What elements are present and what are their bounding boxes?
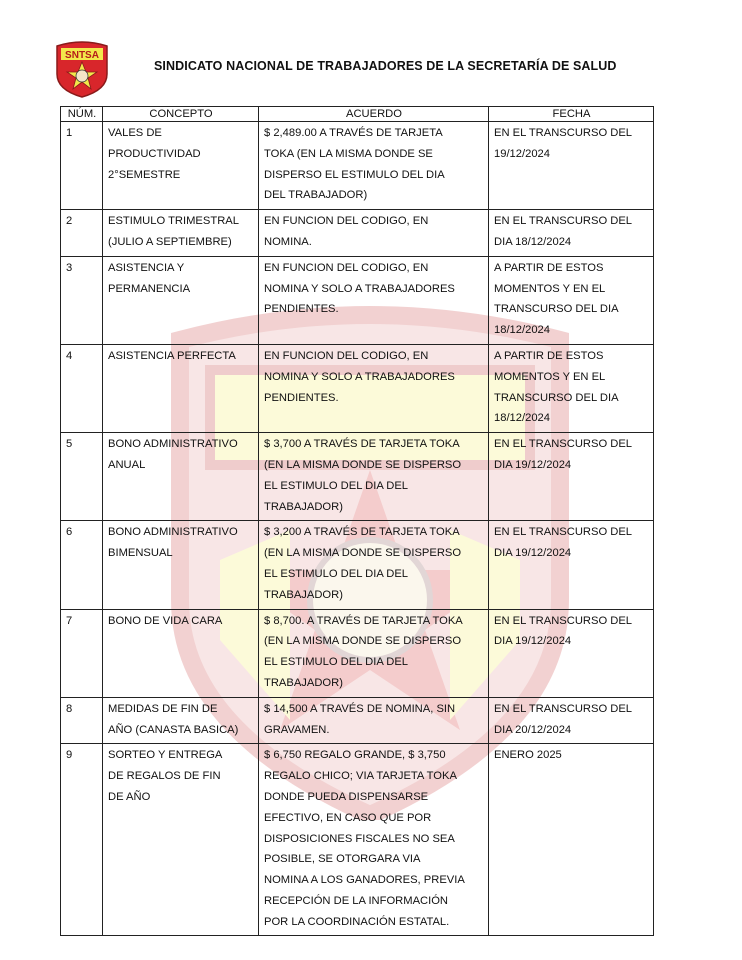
table-row	[61, 433, 654, 521]
table-row	[61, 210, 654, 257]
table-row	[61, 697, 654, 744]
table-row	[61, 122, 654, 210]
row-num: 7	[61, 609, 103, 697]
row-acuerdo: $ 14,500 A TRAVÉS DE NOMINA, SIN GRAVAMEN.	[259, 697, 489, 744]
row-num: 9	[61, 744, 103, 936]
row-num: 1	[61, 122, 103, 210]
row-num: 8	[61, 697, 103, 744]
row-num: 5	[61, 433, 103, 521]
row-num: 4	[61, 344, 103, 432]
header-acuerdo: ACUERDO	[259, 107, 489, 122]
row-concepto: ESTIMULO TRIMESTRAL (JULIO A SEPTIEMBRE)	[103, 210, 259, 257]
row-concepto: BONO ADMINISTRATIVO ANUAL	[103, 433, 259, 521]
page-title: SINDICATO NACIONAL DE TRABAJADORES DE LA SECRETARÍA DE SALUD	[154, 59, 617, 73]
logo-text: SNTSA	[65, 50, 99, 61]
row-fecha: ENERO 2025	[489, 744, 654, 936]
row-acuerdo: $ 3,700 A TRAVÉS DE TARJETA TOKA (EN LA MISMA DONDE SE DISPERSO EL ESTIMULO DEL DIA DEL TRABAJADOR)	[259, 433, 489, 521]
row-fecha: EN EL TRANSCURSO DEL DIA 19/12/2024	[489, 433, 654, 521]
table-row	[61, 744, 654, 936]
row-fecha: A PARTIR DE ESTOS MOMENTOS Y EN EL TRANSCURSO DEL DIA 18/12/2024	[489, 256, 654, 344]
row-fecha: EN EL TRANSCURSO DEL 19/12/2024	[489, 122, 654, 210]
header-concepto: CONCEPTO	[103, 107, 259, 122]
row-concepto: ASISTENCIA PERFECTA	[103, 344, 259, 432]
row-fecha: EN EL TRANSCURSO DEL DIA 20/12/2024	[489, 697, 654, 744]
agreements-table	[60, 106, 654, 936]
row-concepto: ASISTENCIA Y PERMANENCIA	[103, 256, 259, 344]
table-row	[61, 521, 654, 609]
sntsa-logo	[54, 40, 110, 98]
table-header-row	[61, 107, 654, 122]
row-acuerdo: $ 3,200 A TRAVÉS DE TARJETA TOKA (EN LA MISMA DONDE SE DISPERSO EL ESTIMULO DEL DIA DEL TRABAJADOR)	[259, 521, 489, 609]
row-acuerdo: EN FUNCION DEL CODIGO, EN NOMINA Y SOLO A TRABAJADORES PENDIENTES.	[259, 256, 489, 344]
table-row	[61, 609, 654, 697]
row-fecha: EN EL TRANSCURSO DEL DIA 18/12/2024	[489, 210, 654, 257]
row-fecha: EN EL TRANSCURSO DEL DIA 19/12/2024	[489, 609, 654, 697]
row-acuerdo: EN FUNCION DEL CODIGO, EN NOMINA.	[259, 210, 489, 257]
row-concepto: MEDIDAS DE FIN DE AÑO (CANASTA BASICA)	[103, 697, 259, 744]
row-num: 2	[61, 210, 103, 257]
row-concepto: SORTEO Y ENTREGA DE REGALOS DE FIN DE AÑO	[103, 744, 259, 936]
header-num: NÚM.	[61, 107, 103, 122]
table-row	[61, 344, 654, 432]
row-fecha: A PARTIR DE ESTOS MOMENTOS Y EN EL TRANSCURSO DEL DIA 18/12/2024	[489, 344, 654, 432]
row-acuerdo: $ 8,700. A TRAVÉS DE TARJETA TOKA (EN LA MISMA DONDE SE DISPERSO EL ESTIMULO DEL DIA DEL TRABAJADOR)	[259, 609, 489, 697]
row-fecha: EN EL TRANSCURSO DEL DIA 19/12/2024	[489, 521, 654, 609]
row-acuerdo: EN FUNCION DEL CODIGO, EN NOMINA Y SOLO A TRABAJADORES PENDIENTES.	[259, 344, 489, 432]
row-acuerdo: $ 2,489.00 A TRAVÉS DE TARJETA TOKA (EN LA MISMA DONDE SE DISPERSO EL ESTIMULO DEL DIA DEL TRABAJADOR)	[259, 122, 489, 210]
row-concepto: VALES DE PRODUCTIVIDAD 2°SEMESTRE	[103, 122, 259, 210]
row-concepto: BONO ADMINISTRATIVO BIMENSUAL	[103, 521, 259, 609]
row-acuerdo: $ 6,750 REGALO GRANDE, $ 3,750 REGALO CHICO; VIA TARJETA TOKA DONDE PUEDA DISPENSARSE EFECTIVO, EN CASO QUE POR DISPOSICIONES FISCALES NO SEA POSIBLE, SE OTORGARA VIA NOMINA A LOS GANADORES, PREVIA RECEPCIÓN DE LA INFORMACIÓN POR LA COORDINACIÓN ESTATAL.	[259, 744, 489, 936]
row-concepto: BONO DE VIDA CARA	[103, 609, 259, 697]
row-num: 3	[61, 256, 103, 344]
row-num: 6	[61, 521, 103, 609]
header-fecha: FECHA	[489, 107, 654, 122]
table-row	[61, 256, 654, 344]
